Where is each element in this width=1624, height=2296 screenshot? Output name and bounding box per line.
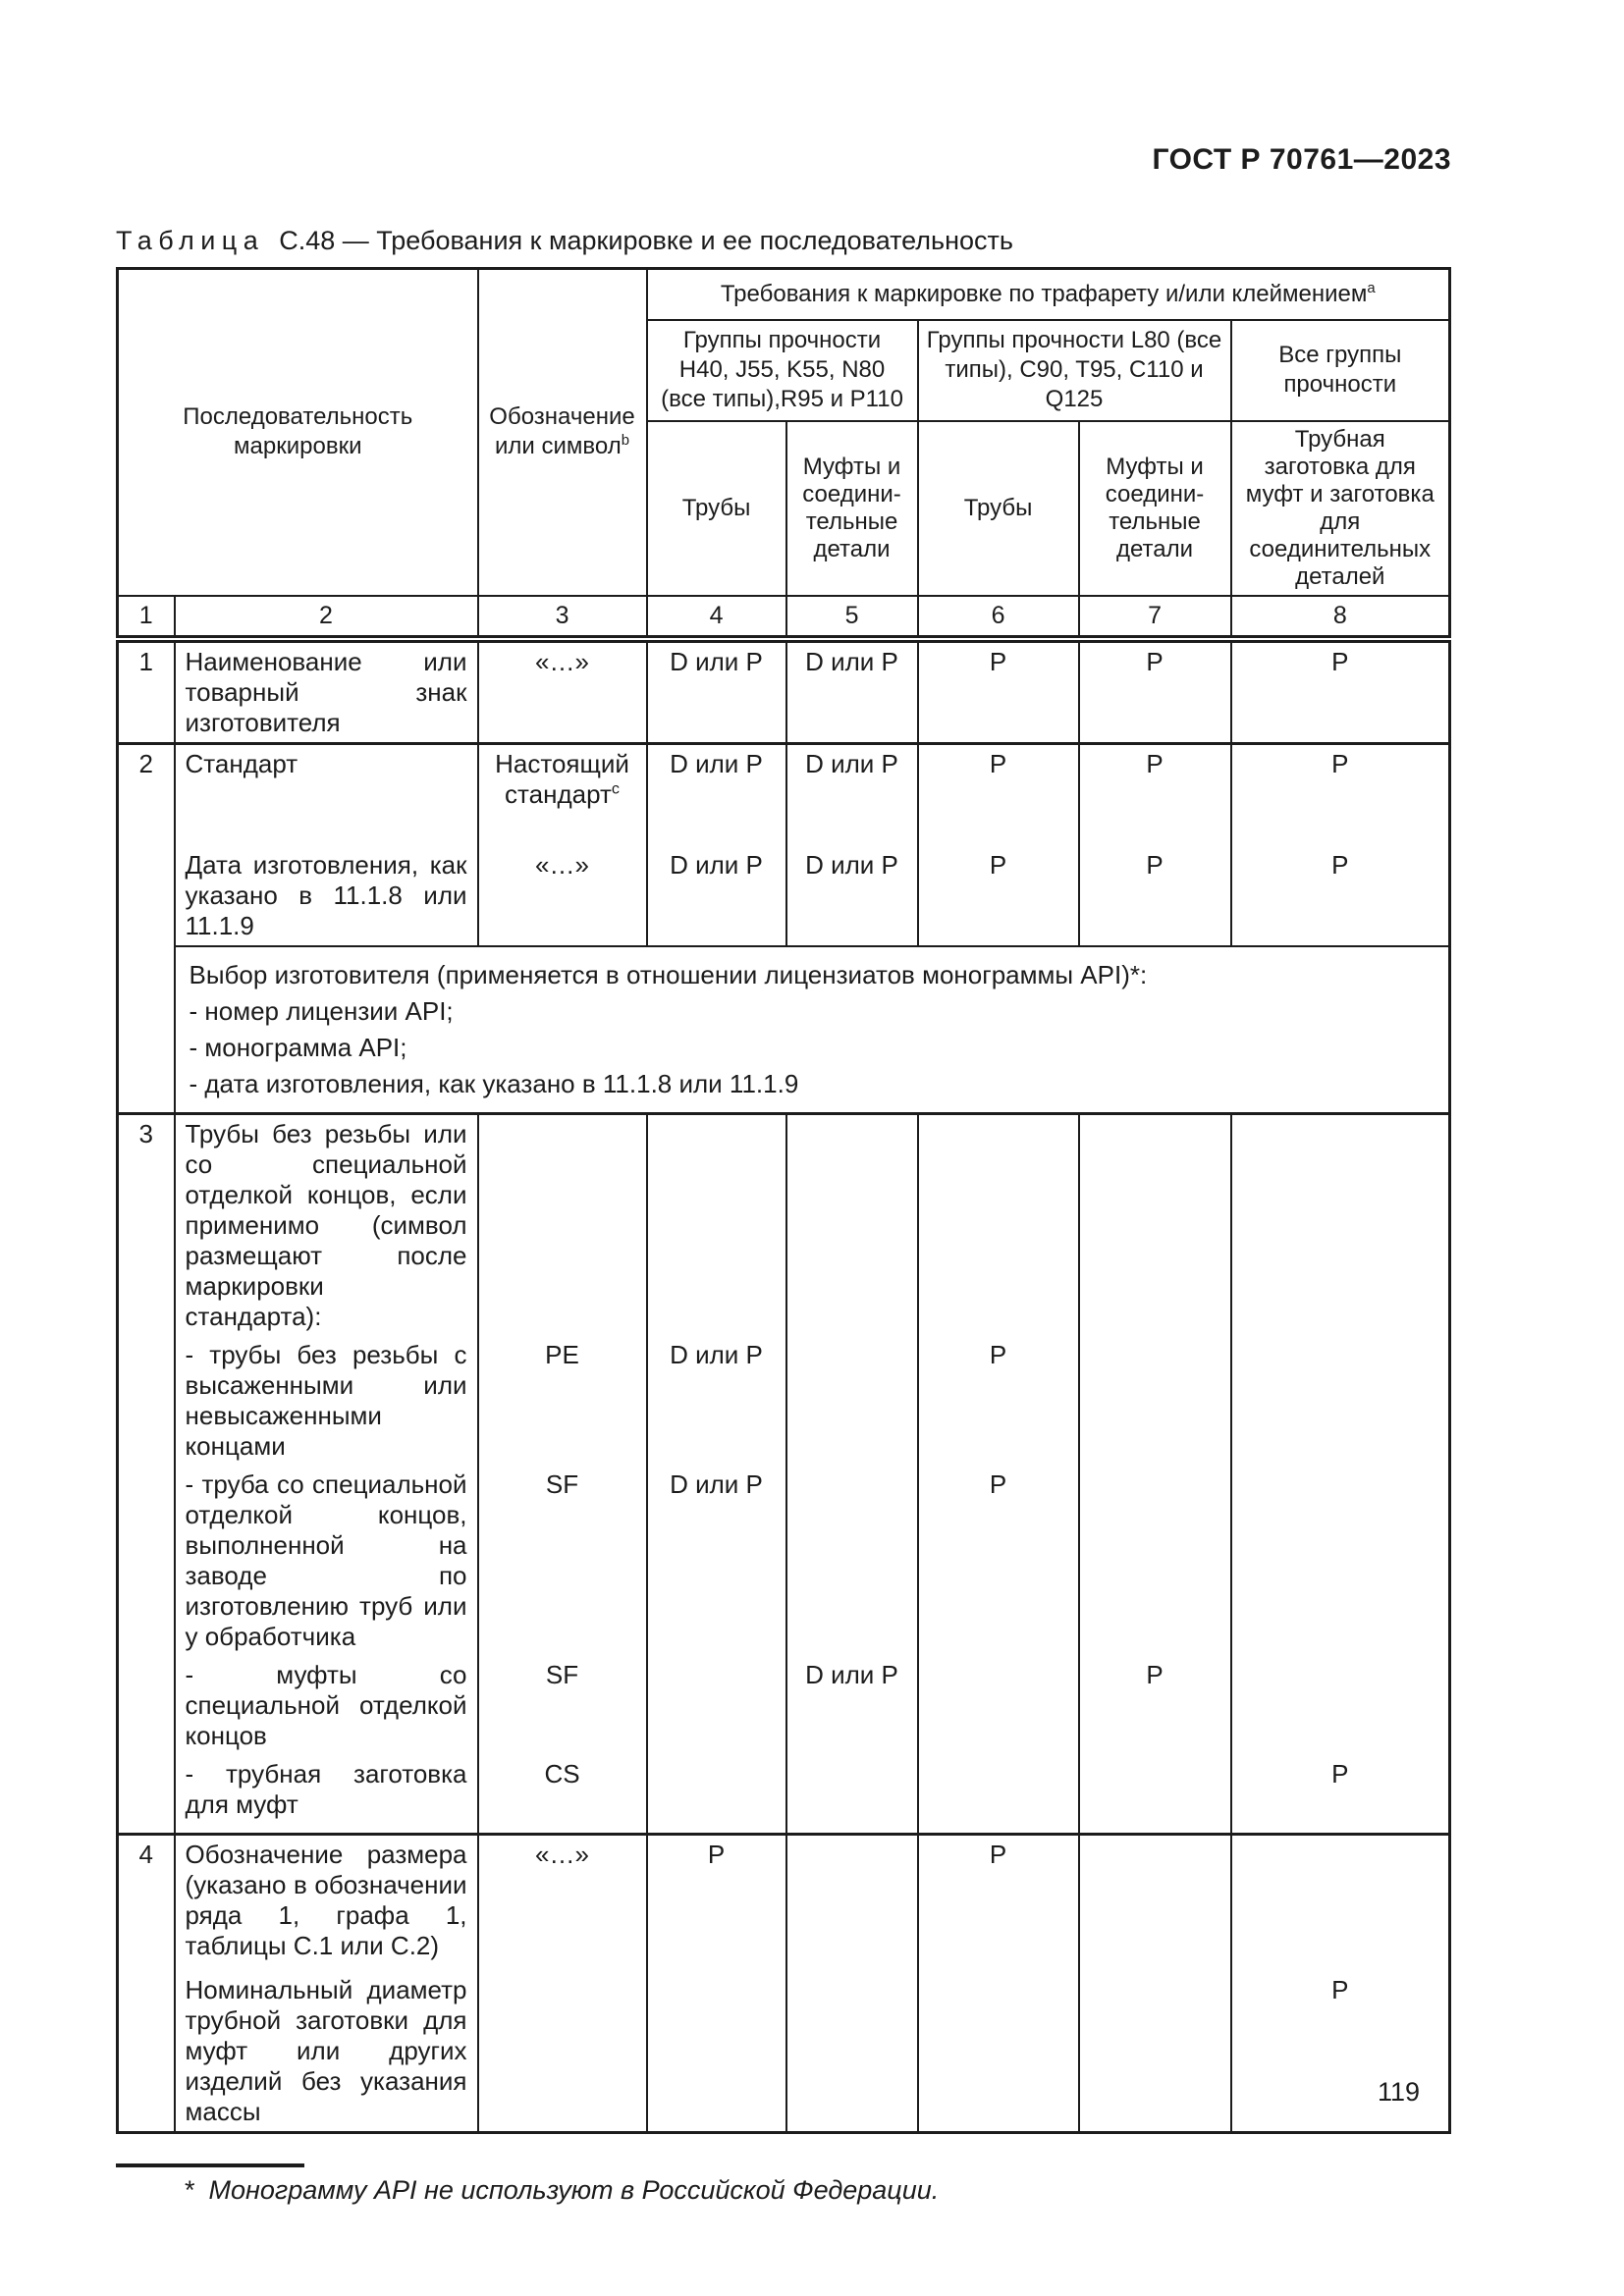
- table-row-2a: [118, 743, 1450, 846]
- table-title: [116, 226, 1449, 255]
- doc-reference: ГОСТ Р 70761—2023: [1152, 143, 1451, 176]
- footnote-rule: [116, 2163, 304, 2167]
- cell-label: Обозначение размера (указано в обозначении ряда 1, графа 1, таблицы С.1 или С.2): [175, 1834, 478, 1971]
- table-row-3b: [118, 1336, 1450, 1466]
- footnote: [116, 2175, 1449, 2206]
- row-number: 1: [118, 639, 175, 744]
- cell-label: - трубы без резьбы с высаженными или невысаженными концами: [175, 1336, 478, 1466]
- cell-symbol: CS: [478, 1755, 647, 1834]
- cell-symbol: SF: [478, 1656, 647, 1755]
- cell-label: - муфты со специальной отделкой концов: [175, 1656, 478, 1755]
- header-group-low: Группы прочности L80 (все типы), C90, T95, C110 и Q125: [918, 320, 1231, 421]
- row-number: 4: [118, 1834, 175, 2133]
- cell-symbol: Настоящий стандарт$^с$: [478, 743, 647, 846]
- cell-label: - труба со специальной отделкой концов, выполненной на заводе по изготовлению труб или у обработчика: [175, 1466, 478, 1656]
- api-line-2: - номер лицензии API;: [189, 996, 454, 1026]
- cell-value: Р: [647, 1834, 786, 1971]
- cell-value: Р: [918, 639, 1079, 744]
- cell-value: Р: [918, 1834, 1079, 1971]
- footnote-mark-c: с: [611, 778, 620, 797]
- table-row-4a: [118, 1834, 1450, 1971]
- page-content: [116, 226, 1449, 2206]
- cell-value: D или Р: [786, 846, 918, 946]
- cell-value: Р: [918, 846, 1079, 946]
- cell-value: Р: [1231, 1971, 1450, 2133]
- header-couplings-1: Муфты и соедини-тельные детали: [786, 421, 918, 596]
- api-line-4: - дата изготовления, как указано в 11.1.8 или 11.1.9: [189, 1069, 799, 1098]
- table-row-2b: [118, 846, 1450, 946]
- footnote-text: Монограмму API не используют в Российской Федерации.: [208, 2175, 940, 2205]
- header-pipes-2: Трубы: [918, 421, 1079, 596]
- page-number: 119: [1377, 2077, 1420, 2107]
- header-sequence: Последовательность маркировки: [118, 269, 478, 596]
- table-row-3e: [118, 1755, 1450, 1834]
- cell-value: D или Р: [647, 846, 786, 946]
- cell-symbol: PE: [478, 1336, 647, 1466]
- table-row-1: [118, 639, 1450, 744]
- cell-value: Р: [1231, 846, 1450, 946]
- cell-label: Дата изготовления, как указано в 11.1.8 или 11.1.9: [175, 846, 478, 946]
- api-options-cell: [175, 946, 1450, 1114]
- footnote-mark-b: b: [621, 433, 629, 450]
- cell-value: D или Р: [786, 743, 918, 846]
- cell-symbol: SF: [478, 1466, 647, 1656]
- cell-value: Р: [1079, 1656, 1231, 1755]
- table-row-api: [118, 946, 1450, 1114]
- header-group-high: Группы прочности H40, J55, K55, N80 (все типы),R95 и P110: [647, 320, 918, 421]
- cell-value: D или Р: [647, 1466, 786, 1656]
- cell-label: Трубы без резьбы или со специальной отделкой концов, если применимо (символ размещают после маркировки стандарта):: [175, 1114, 478, 1337]
- cell-value: Р: [918, 743, 1079, 846]
- cell-symbol: «…»: [478, 846, 647, 946]
- row-number: 3: [118, 1114, 175, 1835]
- cell-value: Р: [918, 1466, 1079, 1656]
- footnote-mark-a: a: [1367, 280, 1376, 296]
- column-numbers-row: 1 2 3 4 5 6 7 8: [118, 596, 1450, 639]
- table-row-4b: [118, 1971, 1450, 2133]
- cell-symbol: «…»: [478, 1834, 647, 1971]
- cell-value: Р: [1231, 743, 1450, 846]
- cell-symbol: «…»: [478, 639, 647, 744]
- row-number: 2: [118, 743, 175, 1114]
- api-line-3: - монограмма API;: [189, 1033, 407, 1062]
- cell-value: D или Р: [786, 639, 918, 744]
- cell-value: Р: [1231, 639, 1450, 744]
- table-row-3c: [118, 1466, 1450, 1656]
- header-stock: Трубная заготовка для муфт и заготовка для соединительных деталей: [1231, 421, 1450, 596]
- table-row-3a: [118, 1114, 1450, 1337]
- cell-label: - трубная заготовка для муфт: [175, 1755, 478, 1834]
- marking-requirements-table: [116, 267, 1451, 2134]
- cell-value: Р: [1079, 846, 1231, 946]
- cell-value: Р: [1231, 1755, 1450, 1834]
- header-requirements: Требования к маркировке по трафарету и/или клеймением$^a$: [647, 269, 1450, 320]
- cell-label: Номинальный диаметр трубной заготовки для муфт или других изделий без указания массы: [175, 1971, 478, 2133]
- table-row-3d: [118, 1656, 1450, 1755]
- cell-label: Наименование или товарный знак изготовителя: [175, 639, 478, 744]
- footnote-marker: *: [185, 2175, 195, 2205]
- cell-label: Стандарт: [175, 743, 478, 846]
- cell-value: Р: [1079, 639, 1231, 744]
- api-line-1: Выбор изготовителя (применяется в отношении лицензиатов монограммы API)*:: [189, 960, 1148, 989]
- table-title-text: С.48 — Требования к маркировке и ее последовательность: [279, 226, 1013, 255]
- header-pipes-1: Трубы: [647, 421, 786, 596]
- cell-value: D или Р: [786, 1656, 918, 1755]
- cell-value: Р: [918, 1336, 1079, 1466]
- cell-value: D или Р: [647, 743, 786, 846]
- cell-value: D или Р: [647, 639, 786, 744]
- header-group-all: Все группы прочности: [1231, 320, 1450, 421]
- header-row-top: [118, 269, 1450, 320]
- header-couplings-2: Муфты и соедини-тельные детали: [1079, 421, 1231, 596]
- cell-value: Р: [1079, 743, 1231, 846]
- header-designation: Обозначение или символ$^b$: [478, 269, 647, 596]
- cell-value: D или Р: [647, 1336, 786, 1466]
- table-title-word: Таблица: [116, 226, 265, 255]
